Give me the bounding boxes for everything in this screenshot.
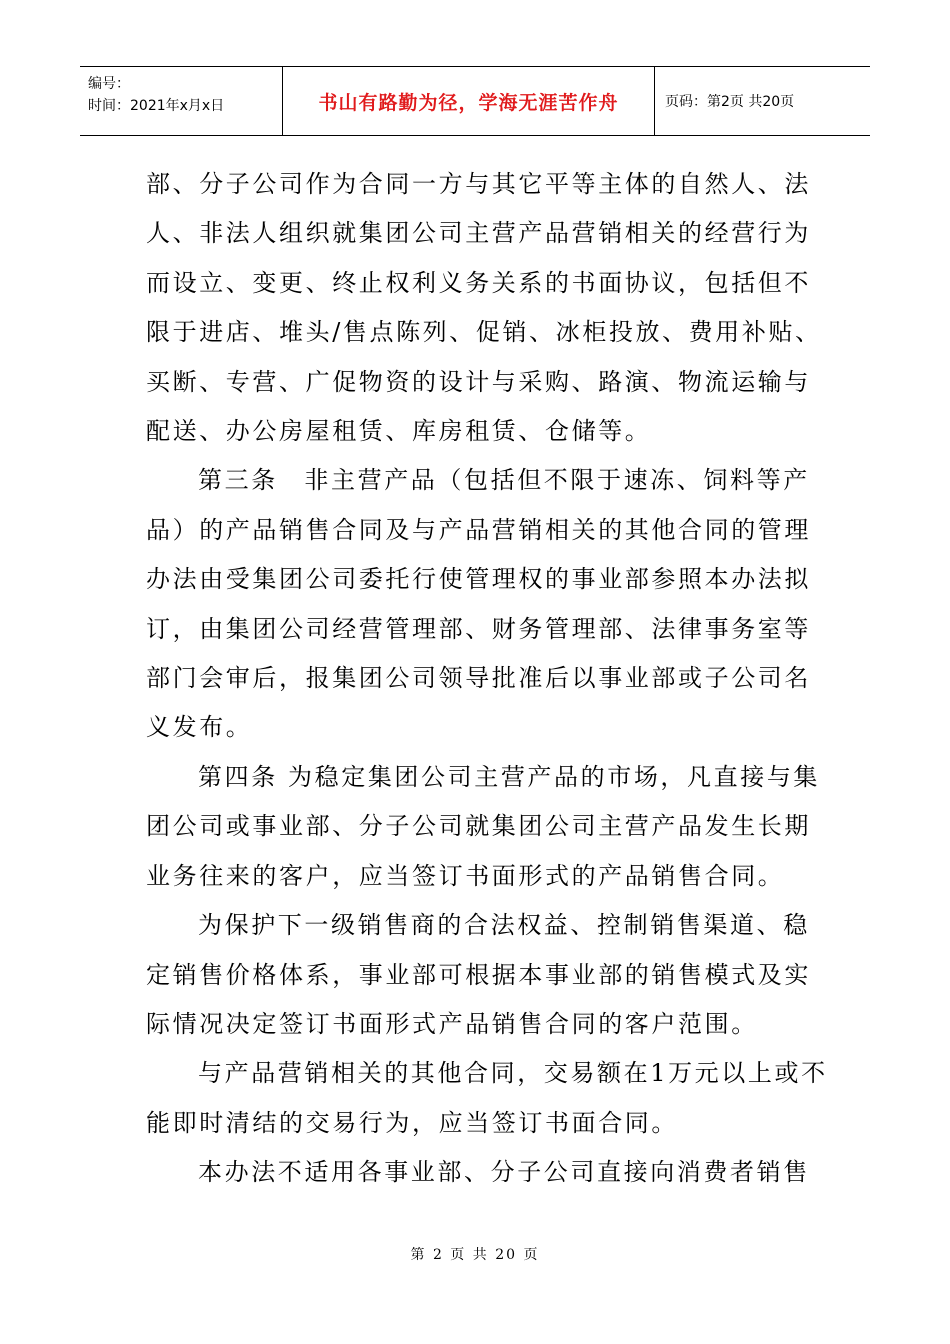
body-line: 部门会审后，报集团公司领导批准后以事业部或子公司名	[146, 664, 811, 693]
body-line: 部、分子公司作为合同一方与其它平等主体的自然人、法	[146, 170, 811, 198]
document-time: 时间：2021年x月x日	[88, 98, 225, 114]
body-line: 业务往来的客户，应当签订书面形式的产品销售合同。	[146, 861, 785, 890]
body-line: 品）的产品销售合同及与产品营销相关的其他合同的管理	[146, 515, 811, 544]
body-line: 办法由受集团公司委托行使管理权的事业部参照本办法拟	[146, 565, 811, 594]
document-body	[146, 160, 828, 1198]
page-footer	[0, 1244, 950, 1264]
body-line: 配送、办公房屋租赁、库房租赁、仓储等。	[146, 417, 652, 446]
body-line: 第三条 非主营产品（包括但不限于速冻、饲料等产	[198, 466, 810, 495]
body-line: 限于进店、堆头/售点陈列、促销、冰柜投放、费用补贴、	[146, 318, 822, 347]
body-line: 本办法不适用各事业部、分子公司直接向消费者销售	[198, 1158, 810, 1187]
footer-page-number: 第 2 页 共 20 页	[410, 1247, 540, 1263]
body-line: 团公司或事业部、分子公司就集团公司主营产品发生长期	[146, 812, 811, 841]
header-page-info-cell	[655, 67, 870, 135]
page-header	[80, 66, 870, 136]
body-line: 义发布。	[146, 713, 253, 742]
body-line: 人、非法人组织就集团公司主营产品营销相关的经营行为	[146, 219, 811, 248]
body-line: 与产品营销相关的其他合同，交易额在1万元以上或不	[198, 1059, 828, 1088]
body-line: 定销售价格体系，事业部可根据本事业部的销售模式及实	[146, 960, 811, 989]
document-number-label: 编号：	[88, 76, 130, 92]
body-line: 订，由集团公司经营管理部、财务管理部、法律事务室等	[146, 614, 811, 643]
body-line: 第四条 为稳定集团公司主营产品的市场，凡直接与集	[198, 762, 821, 791]
body-line: 际情况决定签订书面形式产品销售合同的客户范围。	[146, 1009, 758, 1038]
body-line: 而设立、变更、终止权利义务关系的书面协议，包括但不	[146, 268, 811, 297]
body-line: 为保护下一级销售商的合法权益、控制销售渠道、稳	[198, 911, 810, 940]
header-page-info: 页码：第2页 共20页	[665, 94, 795, 110]
header-meta	[80, 67, 283, 135]
body-line: 买断、专营、广促物资的设计与采购、路演、物流运输与	[146, 367, 811, 396]
header-motto-cell	[283, 67, 655, 135]
header-motto: 书山有路勤为径，学海无涯苦作舟	[318, 91, 619, 114]
body-line: 能即时清结的交易行为，应当签订书面合同。	[146, 1108, 678, 1137]
